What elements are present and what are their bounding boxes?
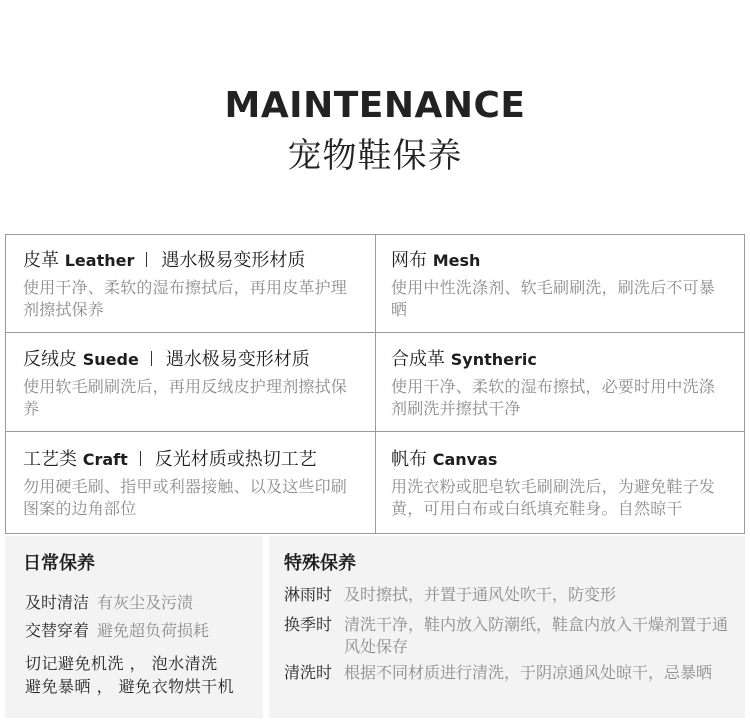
- materials-grid: [5, 234, 745, 534]
- panel-divider: [263, 536, 269, 718]
- special-care-row: [284, 614, 734, 658]
- daily-care-value: 有灰尘及污渍: [97, 593, 194, 612]
- daily-care-note-line: 切记避免机洗 ， 泡水清洗: [25, 654, 218, 673]
- material-name-en: Mesh: [432, 251, 481, 270]
- material-name: 帆布: [391, 449, 427, 470]
- header: [0, 0, 750, 234]
- material-name: 合成革: [391, 349, 445, 370]
- material-name-en: Suede: [82, 350, 139, 369]
- special-care-value: 及时擦拭，并置于通风处吹干，防变形: [344, 585, 617, 604]
- special-care-key: 淋雨时: [284, 585, 333, 604]
- material-title: [391, 249, 726, 273]
- material-name: 工艺类: [23, 449, 77, 470]
- material-cell-synthetic: [391, 348, 726, 420]
- special-care-row: [284, 584, 734, 606]
- special-care-key: 换季时: [284, 615, 333, 634]
- daily-care-row: [25, 592, 193, 614]
- material-name-en: Craft: [82, 450, 128, 469]
- material-desc: 使用干净、柔软的湿布擦拭，必要时用中洗涤剂刷洗并擦拭干净: [391, 377, 716, 418]
- special-care-value: 根据不同材质进行清洗，于阴凉通风处晾干，忌暴晒: [344, 663, 713, 682]
- daily-care-title: 日常保养: [23, 553, 95, 574]
- material-title: [391, 348, 726, 372]
- material-note: 遇水极易变形材质: [161, 250, 306, 271]
- material-note: 反光材质或热切工艺: [154, 449, 317, 470]
- material-desc: 使用软毛刷刷洗后，再用反绒皮护理剂擦拭保养: [23, 377, 348, 418]
- material-name: 网布: [391, 250, 427, 271]
- material-title: [391, 448, 736, 472]
- material-title: [23, 348, 358, 372]
- separator: [151, 351, 152, 366]
- daily-care-note-line: 避免暴晒 ， 避免衣物烘干机: [25, 677, 235, 696]
- material-name: 反绒皮: [23, 349, 77, 370]
- material-title: [23, 448, 358, 472]
- material-desc: 勿用硬毛刷、指甲或利器接触、以及这些印刷图案的边角部位: [23, 477, 348, 518]
- grid-divider-vertical: [375, 235, 376, 533]
- material-note: 遇水极易变形材质: [165, 349, 310, 370]
- material-cell-craft: [23, 448, 358, 520]
- material-desc: 使用干净、柔软的湿布擦拭后，再用皮革护理剂擦拭保养: [23, 278, 348, 319]
- material-cell-canvas: [391, 448, 736, 520]
- special-care-row: [284, 662, 734, 684]
- material-title: [23, 249, 358, 273]
- material-name-en: Leather: [64, 251, 135, 270]
- separator: [140, 451, 141, 466]
- material-cell-mesh: [391, 249, 726, 321]
- daily-care-key: 及时清洁: [25, 593, 90, 612]
- material-name-en: Syntheric: [450, 350, 537, 369]
- grid-divider-horizontal: [6, 431, 744, 432]
- daily-care-note: [25, 652, 261, 698]
- material-desc: 用洗衣粉或肥皂软毛刷刷洗后，为避免鞋子发黄，可用白布或白纸填充鞋身。自然晾干: [391, 477, 716, 518]
- daily-care-row: [25, 620, 209, 642]
- care-panel: [5, 536, 745, 718]
- material-name-en: Canvas: [432, 450, 498, 469]
- material-cell-suede: [23, 348, 358, 420]
- material-desc: 使用中性洗涤剂、软毛刷刷洗，刷洗后不可暴晒: [391, 278, 716, 319]
- material-cell-leather: [23, 249, 358, 321]
- special-care-value: 清洗干净，鞋内放入防潮纸，鞋盒内放入干燥剂置于通风处保存: [344, 615, 729, 656]
- page-subtitle: 宠物鞋保养: [287, 136, 463, 176]
- daily-care-key: 交替穿着: [25, 621, 90, 640]
- grid-divider-horizontal: [6, 332, 744, 333]
- material-name: 皮革: [23, 250, 59, 271]
- separator: [146, 252, 147, 267]
- special-care-key: 清洗时: [284, 663, 333, 682]
- page-title: MAINTENANCE: [224, 85, 526, 126]
- daily-care-value: 避免超负荷损耗: [97, 621, 210, 640]
- special-care-title: 特殊保养: [284, 553, 356, 574]
